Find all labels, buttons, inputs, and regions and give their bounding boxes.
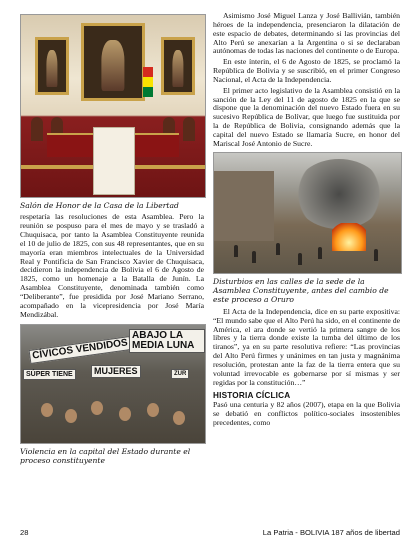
body-paragraph: El Acta de la Independencia, dice en su parte expositiva: “El mundo sabe que el Alto Perú ha sido, en el continente de América, el ara donde se vertió la primera sangre de los libres y la tierra donde existe la tumba del último de los tiranos”, ya en su parte resolutiva refiere: “Las provincias del Alto Perú firmes y unánimes en tan justa y magnánima resolución, protestan ante la faz de la tierra entera que su voluntad irrevocable es gobernarse por sí mismas y ser regidas por la constitución…” bbox=[213, 306, 400, 387]
body-paragraph: Pasó una centuria y 82 años (2007), etapa en la que Bolivia se debatió en conflictos político-sociales insostenibles precedentes, como bbox=[213, 400, 400, 428]
protest-sign: CÍVICOS VENDIDOS bbox=[29, 335, 132, 363]
fire bbox=[332, 223, 366, 251]
body-paragraph: respetaría las resoluciones de esta Asamblea. Pero la reunión se pospuso para el mes de mayo y se trasladó a Chuquisaca, por tanto la Asamblea Constituyente reunida el 10 de julio de 1825, con sus 48 representantes, que en su mayoría eran miembros intelectuales de la Universidad Real y Pontificia de San Francisco Xavier de Chuquisaca, decidieron la independencia de Bolivia el 6 de Agosto de 1825, como un homenaje a la Batalla de Junín. La Asamblea Constituyente, denominada también como “Deliberante”, fue presidida por José Mariano Serrano, acompañado en la vicepresidencia por José María Mendizábal. bbox=[20, 212, 204, 319]
protest-sign: ABAJO LA MEDIA LUNA bbox=[129, 329, 205, 353]
portrait-frame bbox=[161, 37, 195, 95]
section-heading: HISTORIA CÍCLICA bbox=[213, 391, 291, 401]
bolivian-flag bbox=[143, 67, 153, 97]
right-column bbox=[213, 12, 400, 430]
lectern bbox=[93, 127, 135, 195]
smoke-plume bbox=[294, 159, 384, 229]
protest-sign: SÚPER TIENE bbox=[23, 369, 76, 380]
protest-sign: MUJERES bbox=[91, 365, 141, 378]
photo-caption: Disturbios en las calles de la sede de la Asamblea Constituyente, antes del cambio de este proceso a Oruro bbox=[213, 276, 389, 305]
left-column bbox=[20, 14, 204, 468]
photo-caption: Salón de Honor de la Casa de la Libertad bbox=[20, 201, 179, 210]
body-paragraph: El primer acto legislativo de la Asamblea consistió en la sanción de la Ley del 11 de agosto de 1825 en la que se dispone que la denominación del nuevo Estado fuera en su sucesivo República de Bolívar, que luego fue sustituida por la de República de Bolivia, consignando además que la capital del nuevo Estado se llamaría Sucre, en honor del Mariscal José Antonio de Sucre. bbox=[213, 85, 400, 148]
body-paragraph: En este ínterin, el 6 de Agosto de 1825, se proclamó la República de Bolivia y se suscribió, en el primer Congreso Nacional, el Acta de la Independencia. bbox=[213, 57, 400, 84]
page-number: 28 bbox=[20, 528, 29, 537]
portrait-frame bbox=[81, 23, 145, 101]
portrait-frame bbox=[35, 37, 69, 95]
body-paragraph: Asimismo José Miguel Lanza y José Ballivián, también héroes de la independencia, presenciaron la dilatación de este espacio de debates, determinando si las provincias del Alto Perú se anexarían a la Argentina o si se declaraban autónomas de todas las naciones del continente o de Europa. bbox=[213, 11, 400, 56]
protest-sign: ZUR bbox=[171, 369, 189, 379]
protest-photo bbox=[20, 324, 206, 444]
page-footer bbox=[20, 528, 400, 542]
hall-of-honour-photo bbox=[20, 14, 206, 198]
street-riot-photo bbox=[213, 152, 402, 274]
photo-caption: Violencia en la capital del Estado durante el proceso constituyente bbox=[20, 446, 191, 465]
publication-footer: La Patria - BOLIVIA 187 años de libertad bbox=[262, 528, 400, 537]
